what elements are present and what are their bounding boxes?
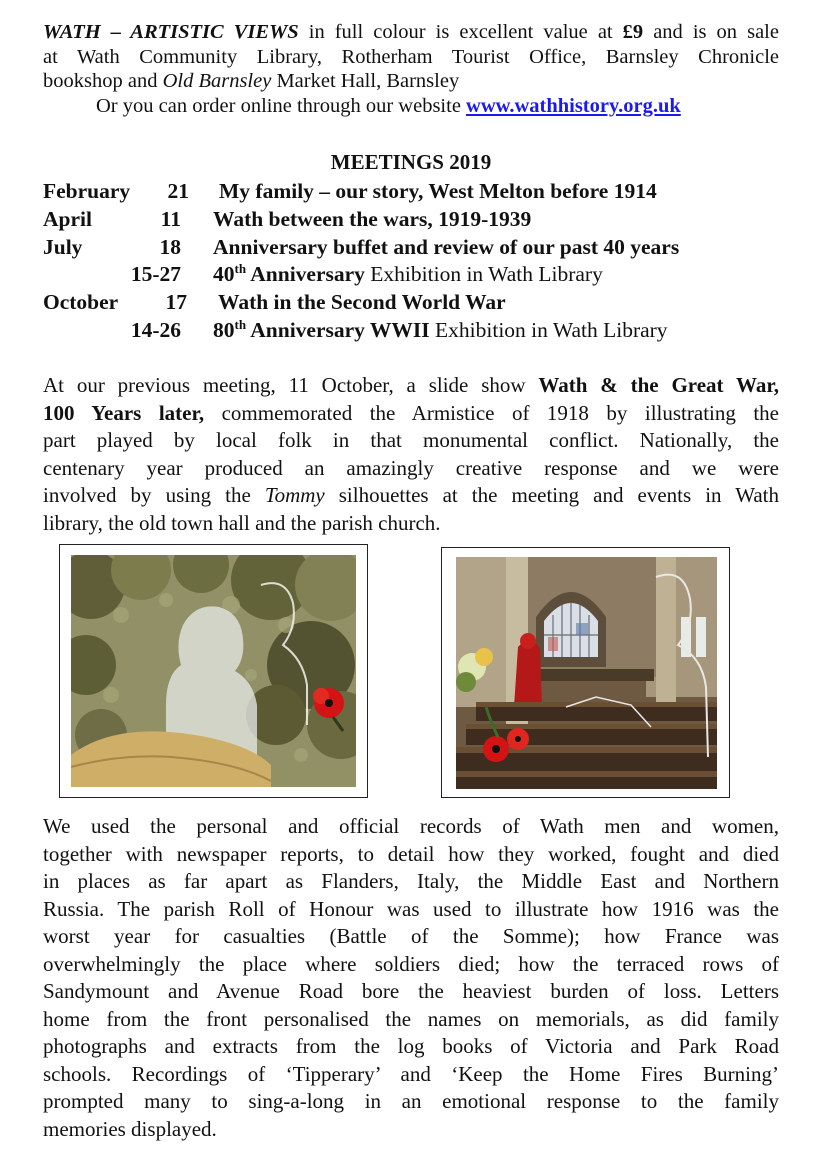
slide-show-title: Wath & the Great War, — [538, 373, 780, 397]
paragraph-line: in places as far apart as Flanders, Italy, the Middle East and Northern — [43, 869, 779, 893]
meeting-title: My family – our story, West Melton before 1914 — [219, 179, 657, 203]
meeting-month: July — [43, 235, 83, 259]
website-link[interactable]: www.wathhistory.org.uk — [466, 94, 681, 117]
ordinal-suffix: th — [234, 317, 247, 332]
intro-line-3 — [43, 69, 779, 94]
paragraph-line: home from the front personalised the names on memorials, as did family — [43, 1006, 779, 1031]
order-line — [43, 94, 779, 119]
meeting-title — [213, 261, 603, 288]
meeting-title-bold: Anniversary WWII — [246, 318, 430, 342]
market-name: Old Barnsley — [162, 70, 272, 92]
paragraph-text: silhouettes at the meeting and events in Wath — [324, 483, 780, 508]
tommy-silhouette-photo-frame — [59, 544, 368, 798]
records-paragraph — [43, 813, 779, 1143]
paragraph-line: Russia. The parish Roll of Honour was used to illustrate how 1916 was the — [43, 896, 779, 921]
intro-line-2: at Wath Community Library, Rotherham Tourist Office, Barnsley Chronicle — [43, 45, 779, 68]
meeting-title: Anniversary buffet and review of our past 40 years — [213, 235, 680, 259]
church-interior-photo — [456, 557, 717, 789]
tommy-silhouette-image — [71, 555, 356, 787]
ordinal-suffix: th — [234, 261, 247, 276]
paragraph-line: together with newspaper reports, to detail how they worked, fought and died — [43, 841, 779, 866]
meeting-day: 18 — [159, 235, 181, 259]
meeting-day: 11 — [160, 207, 181, 231]
meetings-heading: MEETINGS 2019 — [330, 150, 492, 174]
meeting-title: Wath between the wars, 1919-1939 — [213, 207, 532, 231]
meeting-day: 21 — [167, 179, 189, 203]
anniversary-number: 40 — [213, 262, 235, 286]
paragraph-line: We used the personal and official records of Wath men and women, — [43, 814, 779, 838]
paragraph-text: commemorated the Armistice of 1918 by illustrating the — [204, 400, 779, 425]
church-interior-photo-frame — [441, 547, 730, 798]
meeting-day: 17 — [165, 290, 187, 314]
paragraph-line: library, the old town hall and the parish church. — [43, 510, 441, 535]
paragraph-line: prompted many to sing-a-long in an emotional response to the family — [43, 1089, 779, 1113]
meeting-title — [213, 317, 668, 344]
paragraph-line — [43, 372, 779, 400]
paragraph-line: centenary year produced an amazingly creative response and we were — [43, 455, 779, 480]
paragraph-line: worst year for casualties (Battle of the Somme); how France was — [43, 924, 779, 948]
intro-text: and is on sale — [643, 21, 779, 43]
paragraph-line: part played by local folk in that monumental conflict. Nationally, the — [43, 428, 779, 453]
meeting-title: Wath in the Second World War — [218, 290, 506, 314]
meeting-title-bold: Anniversary — [246, 262, 365, 286]
anniversary-number: 80 — [213, 318, 235, 342]
intro-text: in full colour is excellent value at — [298, 21, 623, 43]
meeting-month: February — [43, 179, 131, 203]
tommy-word: Tommy — [264, 483, 325, 508]
slide-show-title: 100 Years later, — [43, 400, 205, 425]
order-text: Or you can order online through our website — [96, 94, 467, 117]
paragraph-line — [43, 482, 779, 510]
paragraph-line — [43, 400, 779, 428]
paragraph-line: memories displayed. — [43, 1116, 217, 1141]
intro-text: bookshop and — [43, 70, 163, 92]
meeting-day: 14-26 — [130, 318, 181, 342]
paragraph-text: At our previous meeting, 11 October, a slide show — [43, 373, 539, 397]
church-interior-image — [456, 557, 717, 789]
tommy-silhouette-photo — [71, 555, 356, 787]
paragraph-line: overwhelmingly the place where soldiers died; how the terraced rows of — [43, 951, 779, 976]
paragraph-text: involved by using the — [43, 483, 265, 508]
paragraph-line: schools. Recordings of ‘Tipperary’ and ‘Keep the Home Fires Burning’ — [43, 1061, 779, 1086]
meeting-month: April — [43, 207, 92, 231]
meeting-title-rest: Exhibition in Wath Library — [429, 318, 668, 342]
meeting-month: October — [43, 290, 119, 314]
book-price: £9 — [622, 21, 644, 43]
paragraph-line: photographs and extracts from the log books of Victoria and Park Road — [43, 1034, 779, 1058]
intro-line-1 — [43, 20, 779, 45]
meeting-title-rest: Exhibition in Wath Library — [364, 262, 603, 286]
paragraph-line: Sandymount and Avenue Road bore the heaviest burden of loss. Letters — [43, 979, 779, 1003]
intro-paragraph — [43, 20, 779, 118]
meeting-day: 15-27 — [130, 262, 181, 286]
intro-text: Market Hall, Barnsley — [271, 70, 460, 92]
previous-meeting-paragraph — [43, 372, 779, 538]
book-title: WATH – ARTISTIC VIEWS — [43, 21, 299, 43]
